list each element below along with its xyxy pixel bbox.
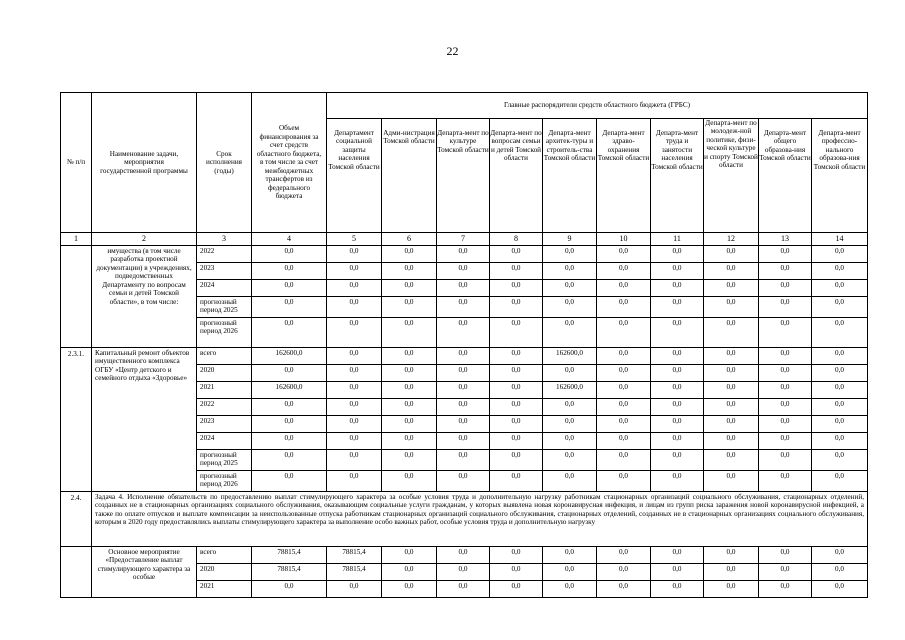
value-cell: 0,0 — [651, 547, 704, 564]
value-cell: 0,0 — [704, 433, 759, 450]
value-cell: 0,0 — [759, 581, 812, 598]
value-cell: 0,0 — [543, 399, 597, 416]
value-cell: 0,0 — [382, 450, 437, 471]
value-cell: 0,0 — [437, 581, 490, 598]
grbs-header: Департа-мент по молодеж-ной политике, физи-ческой культуре и спорту Томской области — [704, 119, 759, 233]
value-cell: 0,0 — [252, 365, 327, 382]
value-cell: 0,0 — [437, 416, 490, 433]
value-cell: 0,0 — [812, 547, 868, 564]
value-cell: 0,0 — [812, 318, 868, 348]
row-name: Основное мероприятие «Предоставление выплат стимулирующего характера за особые — [92, 547, 197, 598]
value-cell: 0,0 — [437, 547, 490, 564]
value-cell: 0,0 — [543, 564, 597, 581]
value-cell: 0,0 — [651, 318, 704, 348]
value-cell: 0,0 — [704, 246, 759, 263]
value-cell: 0,0 — [490, 471, 543, 492]
value-cell: 0,0 — [704, 297, 759, 318]
column-number: 13 — [759, 233, 812, 246]
grbs-header: Департа-мент труда и занятости населения Томской области — [651, 119, 704, 233]
value-cell: 0,0 — [437, 365, 490, 382]
value-cell: 0,0 — [651, 471, 704, 492]
value-cell: 0,0 — [490, 348, 543, 365]
value-cell: 0,0 — [327, 382, 382, 399]
grbs-header: Департа-мент по культуре Томской области — [437, 119, 490, 233]
value-cell: 0,0 — [759, 382, 812, 399]
value-cell: 0,0 — [490, 399, 543, 416]
value-cell: 0,0 — [812, 416, 868, 433]
value-cell: 0,0 — [597, 581, 651, 598]
row-index — [61, 246, 92, 348]
value-cell: 0,0 — [252, 450, 327, 471]
table-row — [61, 246, 868, 263]
value-cell: 0,0 — [252, 297, 327, 318]
column-number: 4 — [252, 233, 327, 246]
column-number-row — [61, 233, 868, 246]
grbs-header: Департа-мент общего образова-ния Томской области — [759, 119, 812, 233]
value-cell: 0,0 — [597, 263, 651, 280]
value-cell: 0,0 — [490, 564, 543, 581]
grbs-header: Департа-мент здраво-охранения Томской области — [597, 119, 651, 233]
table-row — [61, 547, 868, 564]
value-cell: 162600,0 — [252, 348, 327, 365]
value-cell: 0,0 — [543, 433, 597, 450]
value-cell: 162600,0 — [252, 382, 327, 399]
value-cell: 0,0 — [759, 416, 812, 433]
value-cell: 0,0 — [437, 399, 490, 416]
period-cell: 2024 — [197, 280, 252, 297]
grbs-header: Адми-нистрация Томской области — [382, 119, 437, 233]
value-cell: 0,0 — [812, 280, 868, 297]
value-cell: 0,0 — [252, 263, 327, 280]
value-cell: 0,0 — [327, 263, 382, 280]
budget-table — [60, 92, 868, 598]
table-row — [61, 348, 868, 365]
value-cell: 0,0 — [597, 348, 651, 365]
value-cell: 0,0 — [704, 263, 759, 280]
period-cell: 2021 — [197, 382, 252, 399]
value-cell: 0,0 — [490, 263, 543, 280]
value-cell: 0,0 — [812, 433, 868, 450]
value-cell: 0,0 — [382, 471, 437, 492]
column-number: 11 — [651, 233, 704, 246]
value-cell: 78815,4 — [252, 547, 327, 564]
value-cell: 0,0 — [704, 348, 759, 365]
value-cell: 78815,4 — [327, 564, 382, 581]
value-cell: 78815,4 — [252, 564, 327, 581]
value-cell: 0,0 — [812, 365, 868, 382]
column-number: 10 — [597, 233, 651, 246]
row-index: 2.3.1. — [61, 348, 92, 492]
value-cell: 0,0 — [651, 348, 704, 365]
value-cell: 0,0 — [382, 280, 437, 297]
row-index — [61, 547, 92, 598]
value-cell: 0,0 — [651, 450, 704, 471]
value-cell: 0,0 — [437, 348, 490, 365]
header-grbs-title: Главные распорядители средств областного бюджета (ГРБС) — [327, 93, 868, 119]
value-cell: 0,0 — [759, 547, 812, 564]
header-period: Срок исполнения (годы) — [197, 93, 252, 233]
column-number: 3 — [197, 233, 252, 246]
period-cell: 2023 — [197, 263, 252, 280]
value-cell: 0,0 — [382, 246, 437, 263]
value-cell: 0,0 — [382, 433, 437, 450]
value-cell: 0,0 — [327, 318, 382, 348]
value-cell: 0,0 — [597, 433, 651, 450]
column-number: 9 — [543, 233, 597, 246]
value-cell: 0,0 — [327, 365, 382, 382]
value-cell: 0,0 — [812, 348, 868, 365]
value-cell: 0,0 — [759, 263, 812, 280]
header-row — [61, 93, 868, 119]
period-cell: прогнозный период 2025 — [197, 297, 252, 318]
value-cell: 0,0 — [651, 297, 704, 318]
value-cell: 0,0 — [759, 280, 812, 297]
grbs-header: Департа-мент архитек-туры и строитель-ства Томской области — [543, 119, 597, 233]
value-cell: 0,0 — [704, 547, 759, 564]
value-cell: 0,0 — [543, 471, 597, 492]
value-cell: 0,0 — [382, 263, 437, 280]
value-cell: 0,0 — [597, 280, 651, 297]
value-cell: 0,0 — [704, 450, 759, 471]
value-cell: 0,0 — [327, 581, 382, 598]
value-cell: 0,0 — [812, 564, 868, 581]
header-name: Наименование задачи, мероприятия государственной программы — [92, 93, 197, 233]
column-number: 1 — [61, 233, 92, 246]
value-cell: 0,0 — [651, 280, 704, 297]
period-cell: всего — [197, 547, 252, 564]
value-cell: 0,0 — [704, 280, 759, 297]
value-cell: 0,0 — [704, 365, 759, 382]
value-cell: 0,0 — [543, 246, 597, 263]
period-cell: 2022 — [197, 246, 252, 263]
column-number: 6 — [382, 233, 437, 246]
value-cell: 0,0 — [812, 581, 868, 598]
value-cell: 0,0 — [382, 547, 437, 564]
column-number: 2 — [92, 233, 197, 246]
value-cell: 78815,4 — [327, 547, 382, 564]
header-volume: Объем финансирования за счет средств областного бюджета, в том числе за счет межбюджетных трансфертов из федерального бюджета — [252, 93, 327, 233]
value-cell: 0,0 — [490, 365, 543, 382]
period-cell: 2020 — [197, 365, 252, 382]
value-cell: 0,0 — [437, 564, 490, 581]
row-name: Капитальный ремонт объектов имущественного комплекса ОГБУ «Центр детского и семейного отдыха «Здоровье» — [92, 348, 197, 492]
grbs-header: Департа-мент по вопросам семьи и детей Томской области — [490, 119, 543, 233]
period-cell: 2020 — [197, 564, 252, 581]
value-cell: 0,0 — [597, 365, 651, 382]
value-cell: 0,0 — [437, 297, 490, 318]
value-cell: 0,0 — [490, 280, 543, 297]
task-row — [61, 492, 868, 547]
period-cell: всего — [197, 348, 252, 365]
value-cell: 0,0 — [759, 564, 812, 581]
grbs-header: Департа-мент профессио-нального образова-ния Томской области — [812, 119, 868, 233]
value-cell: 0,0 — [490, 382, 543, 399]
value-cell: 0,0 — [252, 246, 327, 263]
value-cell: 0,0 — [597, 564, 651, 581]
value-cell: 0,0 — [597, 246, 651, 263]
period-cell: 2021 — [197, 581, 252, 598]
column-number: 12 — [704, 233, 759, 246]
value-cell: 0,0 — [490, 318, 543, 348]
value-cell: 0,0 — [252, 280, 327, 297]
value-cell: 0,0 — [437, 263, 490, 280]
value-cell: 0,0 — [597, 450, 651, 471]
value-cell: 0,0 — [327, 416, 382, 433]
value-cell: 0,0 — [437, 280, 490, 297]
value-cell: 0,0 — [437, 471, 490, 492]
value-cell: 0,0 — [382, 297, 437, 318]
value-cell: 0,0 — [490, 297, 543, 318]
header-num: № п/п — [61, 93, 92, 233]
value-cell: 0,0 — [651, 433, 704, 450]
value-cell: 0,0 — [543, 581, 597, 598]
value-cell: 0,0 — [704, 471, 759, 492]
value-cell: 0,0 — [543, 416, 597, 433]
value-cell: 0,0 — [490, 246, 543, 263]
value-cell: 0,0 — [327, 348, 382, 365]
value-cell: 0,0 — [759, 471, 812, 492]
value-cell: 0,0 — [812, 382, 868, 399]
value-cell: 0,0 — [597, 297, 651, 318]
value-cell: 0,0 — [597, 399, 651, 416]
value-cell: 0,0 — [651, 416, 704, 433]
column-number: 7 — [437, 233, 490, 246]
task-text: Задача 4. Исполнение обязательств по предоставлению выплат стимулирующего характера за особые условия труда и дополнительную нагрузку работникам стационарных организаций социального обслуживания, стационарных отделений, созданных не в стационарных организациях социального обслуживания, оказывающим социальные услуги гражданам, у которых выявлена новая коронавирусная инфекция, и лицам из групп риска заражения новой коронавирусной инфекцией, а также по оплате отпусков и выплате компенсации за неиспользованные отпуска работникам стационарных организаций социального обслуживания, стационарных отделений, созданных не в стационарных организациях социального обслуживания, которым в 2020 году предоставлялись выплаты стимулирующего характера за выполнение особо важных работ, особые условия труда и дополнительную нагрузку — [92, 492, 868, 547]
grbs-header: Департамент социальной защиты населения Томской области — [327, 119, 382, 233]
row-name: имущества (в том числе разработка проектной документации) в учреждениях, подведомственных Департаменту по вопросам семьи и детей Томской области», в том числе: — [92, 246, 197, 348]
value-cell: 0,0 — [597, 318, 651, 348]
value-cell: 0,0 — [382, 348, 437, 365]
value-cell: 0,0 — [490, 581, 543, 598]
period-cell: 2022 — [197, 399, 252, 416]
value-cell: 0,0 — [437, 382, 490, 399]
value-cell: 0,0 — [704, 581, 759, 598]
value-cell: 0,0 — [759, 348, 812, 365]
value-cell: 0,0 — [327, 246, 382, 263]
value-cell: 0,0 — [382, 399, 437, 416]
value-cell: 0,0 — [704, 382, 759, 399]
value-cell: 0,0 — [812, 297, 868, 318]
value-cell: 0,0 — [252, 399, 327, 416]
value-cell: 0,0 — [382, 416, 437, 433]
period-cell: 2024 — [197, 433, 252, 450]
value-cell: 0,0 — [597, 547, 651, 564]
period-cell: прогнозный период 2026 — [197, 471, 252, 492]
value-cell: 0,0 — [759, 433, 812, 450]
task-index: 2.4. — [61, 492, 92, 547]
value-cell: 0,0 — [812, 450, 868, 471]
value-cell: 0,0 — [812, 471, 868, 492]
value-cell: 0,0 — [543, 547, 597, 564]
value-cell: 0,0 — [651, 382, 704, 399]
value-cell: 0,0 — [490, 433, 543, 450]
column-number: 5 — [327, 233, 382, 246]
value-cell: 0,0 — [252, 581, 327, 598]
column-number: 8 — [490, 233, 543, 246]
value-cell: 0,0 — [327, 297, 382, 318]
value-cell: 0,0 — [327, 471, 382, 492]
value-cell: 0,0 — [543, 297, 597, 318]
value-cell: 0,0 — [543, 318, 597, 348]
value-cell: 0,0 — [490, 547, 543, 564]
value-cell: 0,0 — [651, 581, 704, 598]
value-cell: 0,0 — [704, 399, 759, 416]
value-cell: 0,0 — [759, 450, 812, 471]
value-cell: 0,0 — [252, 416, 327, 433]
period-cell: 2023 — [197, 416, 252, 433]
value-cell: 0,0 — [759, 297, 812, 318]
value-cell: 0,0 — [597, 416, 651, 433]
value-cell: 0,0 — [437, 433, 490, 450]
value-cell: 0,0 — [759, 399, 812, 416]
value-cell: 162600,0 — [543, 382, 597, 399]
value-cell: 0,0 — [759, 365, 812, 382]
value-cell: 0,0 — [651, 365, 704, 382]
value-cell: 0,0 — [437, 450, 490, 471]
page-number: 22 — [446, 44, 459, 58]
value-cell: 0,0 — [597, 382, 651, 399]
value-cell: 0,0 — [327, 433, 382, 450]
value-cell: 0,0 — [437, 246, 490, 263]
value-cell: 0,0 — [759, 318, 812, 348]
value-cell: 0,0 — [382, 382, 437, 399]
value-cell: 0,0 — [704, 318, 759, 348]
value-cell: 0,0 — [382, 365, 437, 382]
value-cell: 0,0 — [651, 399, 704, 416]
value-cell: 0,0 — [327, 450, 382, 471]
value-cell: 0,0 — [382, 581, 437, 598]
value-cell: 0,0 — [252, 433, 327, 450]
value-cell: 0,0 — [597, 471, 651, 492]
value-cell: 0,0 — [543, 263, 597, 280]
value-cell: 0,0 — [490, 450, 543, 471]
value-cell: 0,0 — [437, 318, 490, 348]
value-cell: 0,0 — [382, 318, 437, 348]
value-cell: 0,0 — [651, 263, 704, 280]
value-cell: 0,0 — [327, 280, 382, 297]
value-cell: 0,0 — [651, 564, 704, 581]
value-cell: 0,0 — [252, 471, 327, 492]
value-cell: 0,0 — [543, 280, 597, 297]
value-cell: 0,0 — [651, 246, 704, 263]
value-cell: 0,0 — [812, 399, 868, 416]
value-cell: 0,0 — [759, 246, 812, 263]
value-cell: 0,0 — [543, 365, 597, 382]
value-cell: 0,0 — [490, 416, 543, 433]
value-cell: 0,0 — [252, 318, 327, 348]
value-cell: 0,0 — [704, 564, 759, 581]
value-cell: 0,0 — [543, 450, 597, 471]
value-cell: 0,0 — [812, 246, 868, 263]
period-cell: прогнозный период 2026 — [197, 318, 252, 348]
period-cell: прогнозный период 2025 — [197, 450, 252, 471]
value-cell: 0,0 — [382, 564, 437, 581]
value-cell: 0,0 — [704, 416, 759, 433]
column-number: 14 — [812, 233, 868, 246]
value-cell: 0,0 — [327, 399, 382, 416]
value-cell: 0,0 — [812, 263, 868, 280]
value-cell: 162600,0 — [543, 348, 597, 365]
